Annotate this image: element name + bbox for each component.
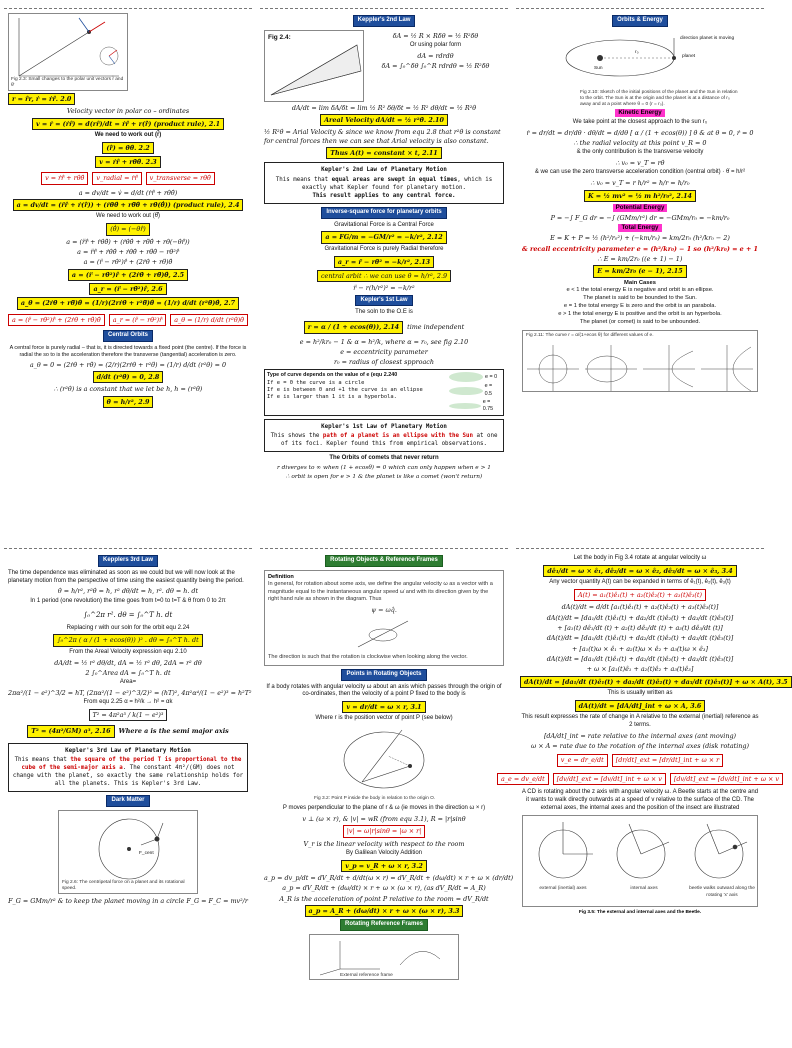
ar-text: A_R is the acceleration of point P relative to the room = dV_R/dt [279,894,489,903]
comet-title: The Orbits of comets that never return [329,454,439,461]
red-v-radial: v_radial = ṙr̂ [92,172,141,184]
acceleration-eq-4: a = (r̈ − rθ̇²)r̂ + (2ṙθ̇ + rθ̈)θ̂ [83,258,173,267]
semi-major-text: Where a is the semi major axis [118,727,229,736]
figure-2-3 [8,13,128,91]
red-a-ext-2: [dv/dt]_ext = [dv/dt]_int + ω × v [670,773,783,785]
acceleration-eq-1: a = dv/dt = v̇ = d/dt (ṙr̂ + rθ̇θ̂) [78,188,178,197]
ap-eq-2: a_p = dV_R/dt + (dω/dt) × r + ω × (ω × r), (as dV_R/dt = A_R) [282,884,486,893]
kepler-3rd-law-header: Kepplers 3rd Law [98,555,158,567]
equation-2-12: a = FG/m = −GM/r² = −k/r², 2.12 [264,231,504,243]
radial-velocity-zero: ∴ the radial velocity at this point v_R = 0 [573,138,707,147]
definition-caption: The direction is such that the rotation is clockwise when looking along the vector. [268,654,468,661]
curve-type-text [265,370,447,414]
panel-kepler-2nd-law [260,8,508,508]
label-external-axes: external (inertial) axes [539,886,587,892]
panel-kepler-3rd-law [4,548,252,1048]
label-beetle: beetle walks outward along the rotating 'x' axis [689,886,755,898]
kinetic-energy-label: Kinetic Energy [615,109,664,117]
k1-bold: path of a planet is an ellipse with the Sun [322,432,473,439]
equation-3-6: dA(t)/dt = [dA/dt]_int + ω × A, 3.6 [520,700,760,712]
zero-acc-text: & we can use the zero transverse acceleration condition (central orbit) · θ̇ = h/r² [534,169,746,176]
eccentricity-def-eq: e = h²/kr₀ − 1 & α = h²/k, where α = r₀, see fig 2.10 [299,337,469,346]
ellipse-e05: e = 0.5 [449,383,501,397]
ode-solution-text: The soln to the O.E is [355,309,413,316]
kepler-2nd-law-box [264,162,504,203]
dA-dt-eq-p4: dA/dt = ½ r² dθ/dt, dA = ½ r² dθ, 2dA = r² dθ [54,658,202,667]
kepler-3rd-law-title: Kepler's 3rd Law of Planetary Motion [65,747,191,754]
force-label: F_cent [139,851,154,857]
equation-2-16: T² = (4π²/GM) a³, 2.16 [27,725,114,737]
kepler-1st-law-box [264,419,504,452]
equation-2-2: (ṙ̂) = θ̇θ̂. 2.2 [8,142,248,154]
time-independent: time independent [407,323,465,332]
replacing-text: Replacing r with our soln for the orbit equ 2.24 [66,624,190,631]
A-t-expansion: A(t) = a₁(t)ê₁(t) + a₂(t)ê₂(t) + a₃(t)ê₃(t) [520,589,760,601]
red-v-ext: [dr/dt]_ext = [dr/dt]_int + ω × r [612,754,723,766]
figure-2-11 [522,330,758,392]
from-areal-text: From the Areal Velocity expression equ 2.10 [69,648,187,655]
r-dot-eq: ṙ = dr/dt = dr/dθ · dθ/dt = d/dθ [ α / (1 + ecos(θ)) ] θ̇ & at θ = 0, ṙ = 0 [526,128,754,137]
equation-3-1: v = dr/dt = ω × r, 3.1 [264,701,504,713]
usually-written: This is usually written as [607,689,673,696]
perpendicular-text: P moves perpendicular to the plane of r & ω (ie moves in the direction ω × r) [282,805,486,812]
red-a: a = (r̈ − rθ̇²)r̂ + (2ṙθ̇ + rθ̈)θ̂ [8,314,105,326]
dA-dt-1: dA(t)/dt = d/dt [a₁(t)ê₁(t) + a₂(t)ê₂(t) + a₃(t)ê₃(t)] [561,603,719,612]
term-internal: [dA/dt]_int = rate relative to the internal axes (ant moving) [543,731,737,740]
figure-2-6-caption: Fig 2.6: The centripetal force on a planet and its rotational speed. [62,879,185,891]
v-perp-eq: v ⊥ (ω × r), & |v| = wR (from equ 3.1), R = |r|sinθ [302,815,466,824]
right-hand-rule-diagram [268,617,498,651]
orbits-energy-header: Orbits & Energy [612,15,668,27]
theta-dot-chain: θ̇ = h/r², r²θ̇ = h, r² dθ/dt = h, r². dθ = h. dt [57,587,199,596]
central-orbits-text: A central force is purely radial – that is, it is directed towards a fixed point (the centre). If the force is radial the so to is the acceleration therefore the transverse (tangential) acceleration is zero. [9,344,247,358]
dark-matter-header: Dark Matter [106,795,149,807]
equation-3-4: dê₁/dt = ω × ê₁, dê₂/dt = ω × ê₂, dê₃/dt = ω × ê₃, 3.4 [520,565,760,577]
rotating-objects-header: Rotating Objects & Reference Frames [325,555,443,567]
galilean-text: By Galilean Velocity Addition [345,850,423,857]
closest-approach-text: We take point at the closest approach to the sun r₀ [572,118,708,125]
figure-2-6 [58,810,198,894]
v-magnitude-eq: |v| = ω|r|sinθ = |ω × r| [264,825,504,837]
case-2: e = 1 the total energy E is zero and the orbit is an parabola. [563,303,717,310]
definition-title: Definition [268,573,294,580]
curve-type-l2: If e is between 0 and +1 the curve is an ellipse [267,386,423,393]
case-3b: The planet (or comet) is said to be unbounded. [579,318,701,325]
central-arbit-eq: central arbit ∴ we can use θ̇ = h/r², 2.9 [264,270,504,282]
red-a-r: a_r = (r̈ − rθ̇²)r̂ [109,314,166,326]
fig24-eq3: δA = ∫₀^δθ ∫₀^R rdrdθ = ½ R²δθ [381,62,490,71]
reference-frame-diagram [310,935,460,975]
k3-bold: the square of the period T is proportional to the cube of the semi-major axis a [21,756,242,771]
eccentricity-param: e = eccentricity parameter [340,347,428,356]
cd-beetle-text: A CD is rotating about the z axis with angular velocity ω. A Beetle starts at the centre and it wants to walk directly outwards at a speed of v relative to the surface of the CD. The external axes, the internal axes and the position of the insect are illustrated [521,788,759,811]
panel-polar-coordinates [4,8,252,508]
definition-eq: ψ = ωq̂. [371,605,397,614]
total-energy-eq-2: ∴ E = km/2r₀ ((e + 1) − 1) [597,255,683,263]
areal-velocity-note: ½ R²θ̇ = Arial Velocity & since we know from equ 2.8 that r²θ̇ is constant for central forces then we can see that Arial velocity is also constant. [264,128,501,145]
direction-label: direction planet is moving [680,35,735,41]
inverse-square-header: Inverse-square force for planetary orbits [321,207,446,219]
fig-2-4-equations [367,30,504,102]
r0-label: r₀ [635,49,639,55]
external-frame-label: External reference frame [340,973,393,979]
equation-2-1: v = ṙ = (ṙr̂) = d(rr̂)/dt = ṙr̂ + r(ṙ̂) (product rule), 2.1 [8,118,248,130]
velocity-components-row [8,170,248,186]
polar-unit-vectors-diagram [9,14,129,84]
figure-2-10 [540,30,740,106]
figure-2-3-caption: Fig 2.3: Small changes to the polar unit vectors r̂ and θ̂ [11,76,124,88]
red-v-transverse: v_transverse = rθ̇θ̂ [146,172,215,184]
equation-3-3: a_p = A_R + (dω/dt) × r + ω × (ω × r), 3.3 [264,905,504,917]
velocity-heading: Velocity vector in polar co – ordinates [66,107,190,116]
conic-curves-diagram [523,331,759,393]
k2-text1: This means that [275,176,332,183]
equation-2-5: a = (r̈ − rθ̇²)r̂ + (2ṙθ̇ + rθ̈)θ̂, 2.5 [8,269,248,281]
acceleration-frame-row [501,771,780,787]
total-energy-eq: E = K + P = ½ (h²/r₀²) + (−km/r₀) = km/2r₀ (h²/kr₀ − 2) [550,234,730,243]
equation-3-2: v_p = v_R + ω × r, 3.2 [264,860,504,872]
k1-text2: at one of its foci. Kepler found this from empirical observations. [281,432,498,447]
dA-dt-eq: dA/dt = lim δA/δt = lim ½ R² δθ/δt = ½ R² dθ/dt = ½ R²θ̇ [291,103,477,112]
curve-type-title: Type of curve depends on the value of e (equ 2.240 [267,372,398,379]
area-integral-eq: 2 ∫₀^Area dA = ∫₀^T h. dt [85,668,171,677]
red-a-theta: a_θ = (1/r) d/dt (r²θ̇)θ̂ [170,314,248,326]
label-internal-axes: internal axes [630,886,658,892]
kepler-3rd-law-box [8,743,248,793]
in-one-period: In 1 period (one revolution) the time goes from t=0 to t=T & θ from 0 to 2π [30,597,226,604]
curve-type-l3: If e is larger than 1 it is a hyperbola. [267,393,397,400]
fig24-eq1: δA = ½ R × Rδθ = ½ R²δθ [392,31,479,40]
closest-approach: r₀ = radius of closest spproach [334,358,434,367]
result-text: This result expresses the rate of change in A relative to the external (inertial) reference as 2 terms. [521,714,759,728]
k2-text2: , which is exactly what Kepler found for planetary motion. [301,176,493,191]
need-rhat-dot: We need to work out (ṙ̂) [94,131,162,138]
k3-text2: . The constant 4π²/(GM) does not change with the planet, so exactly the same relationship holds for all the planets. This is Kepler's 3rd Law. [12,764,244,788]
points-text: If a body rotates with angular velocity ω about an axis which passes through the origin of co-ordinates, then the velocity of a point P fixed to the body is [266,683,502,698]
figure-2-11-caption: Fig 2.11: The curve r = α/(1+ecos θ) for different values of e. [526,332,654,338]
acceleration-eq-2: a = (r̈r̂ + ṙθ̇θ̂) + (ṙθ̇θ̂ + rθ̈θ̂ + rθ̇(−θ̇r̂)) [66,237,190,246]
equation-2-15: E = km/2r₀ (e − 1), 2.15 [520,265,760,277]
case-1: e < 1 the total energy E is negative and orbit is an ellipse. [566,287,714,294]
equation-2-0: r = r̂r, ṙ = ṙr̂. 2.0 [8,93,248,105]
definition-text: In general, for rotation about some axis, we define the angular velocity ω as a vector with a magnitude equal to the instantaneous angular speed ω̇ and with its direction given by the right hand rule as shown in the diagram. Thus [268,581,493,603]
equation-2-4: a = dv/dt = (r̈r̂ + ṙ(ṙ̂)) + (ṙθ̇θ̂ + rθ̈θ̂ + rθ̇(θ̂̇)) (product rule), 2.4 [8,199,248,211]
k1-text1: This shows the [270,432,323,439]
curve-type-l1: If e = 0 the curve is a circle [267,379,365,386]
v0b-eq: ∴ v₀ = v_T = r h/r² = h/r = h/r₀ [590,179,690,188]
acceleration-eq-3: a = r̈r̂ + ṙθ̇θ̂ + ṙθ̇θ̂ + rθ̈θ̂ − rθ̇²r̂ [77,247,179,256]
rotating-frames-header: Rotating Reference Frames [340,919,428,931]
equation-2-3: v = ṙr̂ + rθ̇θ̂. 2.3 [8,156,248,168]
red-a-e: a_e = dv_e/dt [497,773,549,785]
fig-2-4-row [264,30,504,102]
fig24-or: Or using polar form [409,42,462,49]
area-label: Area= [119,679,137,686]
total-energy-label: Total Energy [618,224,661,232]
kepler-2nd-law-title: Kepler's 2nd Law of Planetary Motion [321,167,447,174]
grav-central-text: Gravitational Force is a Central Force [334,221,434,228]
case-3: e > 1 the total energy E is positive and the orbit is an hyperbola. [558,310,722,317]
thetahat-dot-eq: (θ̂̇) = (−θ̇r̂) [8,223,248,235]
panel-rotating-objects [260,548,514,1048]
rotating-body-intro: Let the body in Fig 3.4 rotate at angular velocity ω [573,555,707,561]
points-rotating-header: Points in Rotating Objects [341,669,426,681]
dA-dt-3: + [a₁(t) dê₁/dt (t) + a₂(t) dê₂/dt (t) + a₃(t) dê₃/dt (t)] [557,623,723,632]
red-v-e: v_e = dr_e/dt [557,754,608,766]
period-eq-1: 2πα²/(1 − e²)^3/2 = hT, (2πα²/(1 − e²)^3/2)² = (hT)², 4π²α⁴/(1 − e²)³ = h²T² [8,688,252,697]
fig24-eq2: dA = rdrdθ [417,51,454,60]
term-rotation: ω × A = rate due to the rotation of the internal axes (disk rotating) [531,741,749,750]
equation-2-14-kinetic: K = ½ mv² = ½ m h²/r₀², 2.14 [520,190,760,202]
ellipse-e0: e = 0 [449,372,501,382]
panel-orbits-energy [516,8,764,508]
centripetal-force-diagram [59,811,199,885]
vr-text: V_r is the linear velocity with respect to the room [303,839,465,848]
ellipse-samples [447,370,503,414]
dA-dt-2: dA(t)/dt = [da₁/dt (t)ê₁(t) + da₂/dt (t)ê₂(t) + da₃/dt (t)ê₃(t)] [546,613,734,622]
period-eq-2: T² = 4π²a³ / k(1 − e²)³ [8,709,248,721]
equation-2-16-row [8,723,248,739]
kepler-3-intro: The time dependence was eliminated as soon as we could but we will now look at the planetary motion from the perspective of time using the easiest quantity being the period. [8,569,244,584]
grav-radial-text: Gravitational Force is purely Radial therefore [324,245,444,252]
recall-eccentricity: & recall eccentricity parameter e = (h²/kr₀) − 1 so (h²/kr₀) = e + 1 [521,244,758,253]
k2-bold: equal areas are swept in equal times [331,176,458,183]
red-v: v = ṙr̂ + rθ̇θ̂ [41,172,88,184]
dA-dt-6: dA(t)/dt = [da₁/dt (t)ê₁(t) + da₂/dt (t)ê₂(t) + da₃/dt (t)ê₃(t)] [546,654,734,663]
cd-axes-diagram [523,816,759,886]
equation-2-6: a_r = (r̈ − rθ̇²)r̂, 2.6 [8,283,248,295]
equation-2-8: d/dt (r²θ̇) = 0, 2.8 [8,371,248,383]
equation-2-10: Areal Velocity dA/dt = ½ r²θ̇. 2.10 [264,114,504,126]
main-cases-title: Main Cases [624,279,656,286]
curve-type-box [264,369,504,415]
from-2-25: From equ 2.25 α = h²/k → h² = αk [83,699,173,706]
equation-2-9: θ̇ = h/r², 2.9 [8,396,248,408]
dA-dt-5: + [a₁(t)ω × ê₁ + a₂(t)ω × ê₂ + a₃(t)ω × ê₃] [572,644,708,653]
figure-2-4-label: Fig 2.4: [268,33,291,41]
planet-label: planet [682,53,696,59]
ap-eq-1: a_p = dv_p/dt = dV_R/dt + d/dt(ω × r) = dV_R/dt + (dω/dt) × r + ω × (dr/dt) [264,874,514,883]
integral-eq-2: ∫₀^2π ( α / (1 + ecos(θ)) )² . dθ = ∫₀^T h. dt [8,634,248,646]
figure-2-10-caption: Fig 2.10: Sketch of the initial positions of the planet and the Sun in relation to the orbit. The Sun is at the origin and the planet is at a distance of r₀ away and at a point where θ = 0 (r = r₀). [580,89,738,108]
kepler-1st-law-title: Kepler's 1st Law of Planetary Motion [321,423,447,430]
r-double-dot-eq: r̈ − r(h/r²)² = −k/r² [353,284,415,293]
acceleration-components-row [8,312,248,328]
rotating-frames-figure [309,934,459,980]
kepler-2nd-law-header: Keppler's 2nd Law [353,15,416,27]
constant-h-line: ∴ (r²θ̇) is a constant that we let be h, h = (r²θ̇) [53,385,203,394]
figure-3-5-caption: Fig 3.5: The external and internal axes and the Beetle. [578,910,702,916]
a-theta-zero-eq: a_θ = 0 = (2ṙθ̇ + rθ̈) = (2/r)(2rṙθ̇ + r²θ̈) = (1/r) d/dt (r²θ̇) = 0 [29,360,227,369]
kepler-1st-law-header: Kepler's 1st Law [355,295,412,307]
equation-2-14-row [264,319,504,335]
potential-eq: P = −∫ F_G dr = −∫ (GMm/r²) dr = −GMm/r₀ = −km/r₀ [550,213,730,222]
figure-2-4 [264,30,364,102]
dA-dt-4: dA(t)/dt = [da₁/dt (t)ê₁(t) + da₂/dt (t)ê₂(t) + da₃/dt (t)ê₃(t)] [546,634,734,643]
dA-dt-7: + ω × [a₁(t)ê₁ + a₂(t)ê₂ + a₃(t)ê₃] [586,665,694,674]
figure-3-2-caption: Fig 3.2: Point P inside the body in relation to the origin O. [314,796,436,801]
v0-eq: ∴ v₀ = v_T = rθ̇ [615,159,665,168]
potential-energy-label: Potential Energy [613,204,668,212]
any-vector-text: Any vector quantity A(t) can be expanded in terms of ê₁(t), ê₂(t), ê₃(t) [549,579,731,586]
angular-velocity-definition [264,570,504,666]
point-p-diagram [314,726,454,792]
figure-3-2 [314,726,454,802]
velocity-frame-row [520,752,760,768]
equation-2-11: Thus A(t) = constant × t, 2.11 [264,147,504,159]
equation-2-14: r = α / (1 + ecos(θ)), 2.14 [304,321,403,333]
need-thetahat-dot: We need to work out (θ̂̇) [96,213,160,220]
only-transverse: & the only contribution is the transverse velocity [576,149,704,156]
central-orbits-header: Central Orbits [103,330,153,342]
figure-3-5 [522,815,758,907]
red-a-ext: [dv/dt]_ext = [dv/dt]_int + ω × v [553,773,666,785]
ellipse-e075: e = 0.75 [449,399,501,413]
equation-2-13: a_r = r̈ − rθ̇² = −k/r², 2.13 [264,256,504,268]
equation-2-7: a_θ = (2ṙθ̇ + rθ̈)θ̂ = (1/r)(2rṙθ̇ + r²θ̈)θ̂ = (1/r) d/dt (r²θ̇)θ̂, 2.7 [8,297,248,309]
sun-label: Sun [594,65,603,71]
gravity-centripetal-eq: F_G = GMm/r² & to keep the planet moving in a circle F_G = F_C = mv²/r [8,897,248,906]
panel-rotating-vectors [501,548,788,1048]
where-r-text: Where r is the position vector of point P (see below) [315,715,453,722]
equation-3-5: dA(t)/dt = [da₁/dt (t)ê₁(t) + da₂/dt (t)ê₂(t) + da₃/dt (t)ê₃(t)] + ω × A(t), 3.5 [520,676,760,688]
comet-line-1: r diverges to ∞ when (1 + ecosθ) = 0 which can only happen when e > 1 [277,464,491,471]
k2-text3: This result applies to any central force. [312,192,456,199]
case-1b: The planet is said to be bounded to the Sun. [583,295,697,302]
k3-text1: This means that [14,756,71,763]
integral-eq: ∫₀^2π r². dθ = ∫₀^T h. dt [83,610,173,619]
comet-line-2: ∴ orbit is open for e > 1 & the planet is like a comet (won't return) [285,474,483,481]
